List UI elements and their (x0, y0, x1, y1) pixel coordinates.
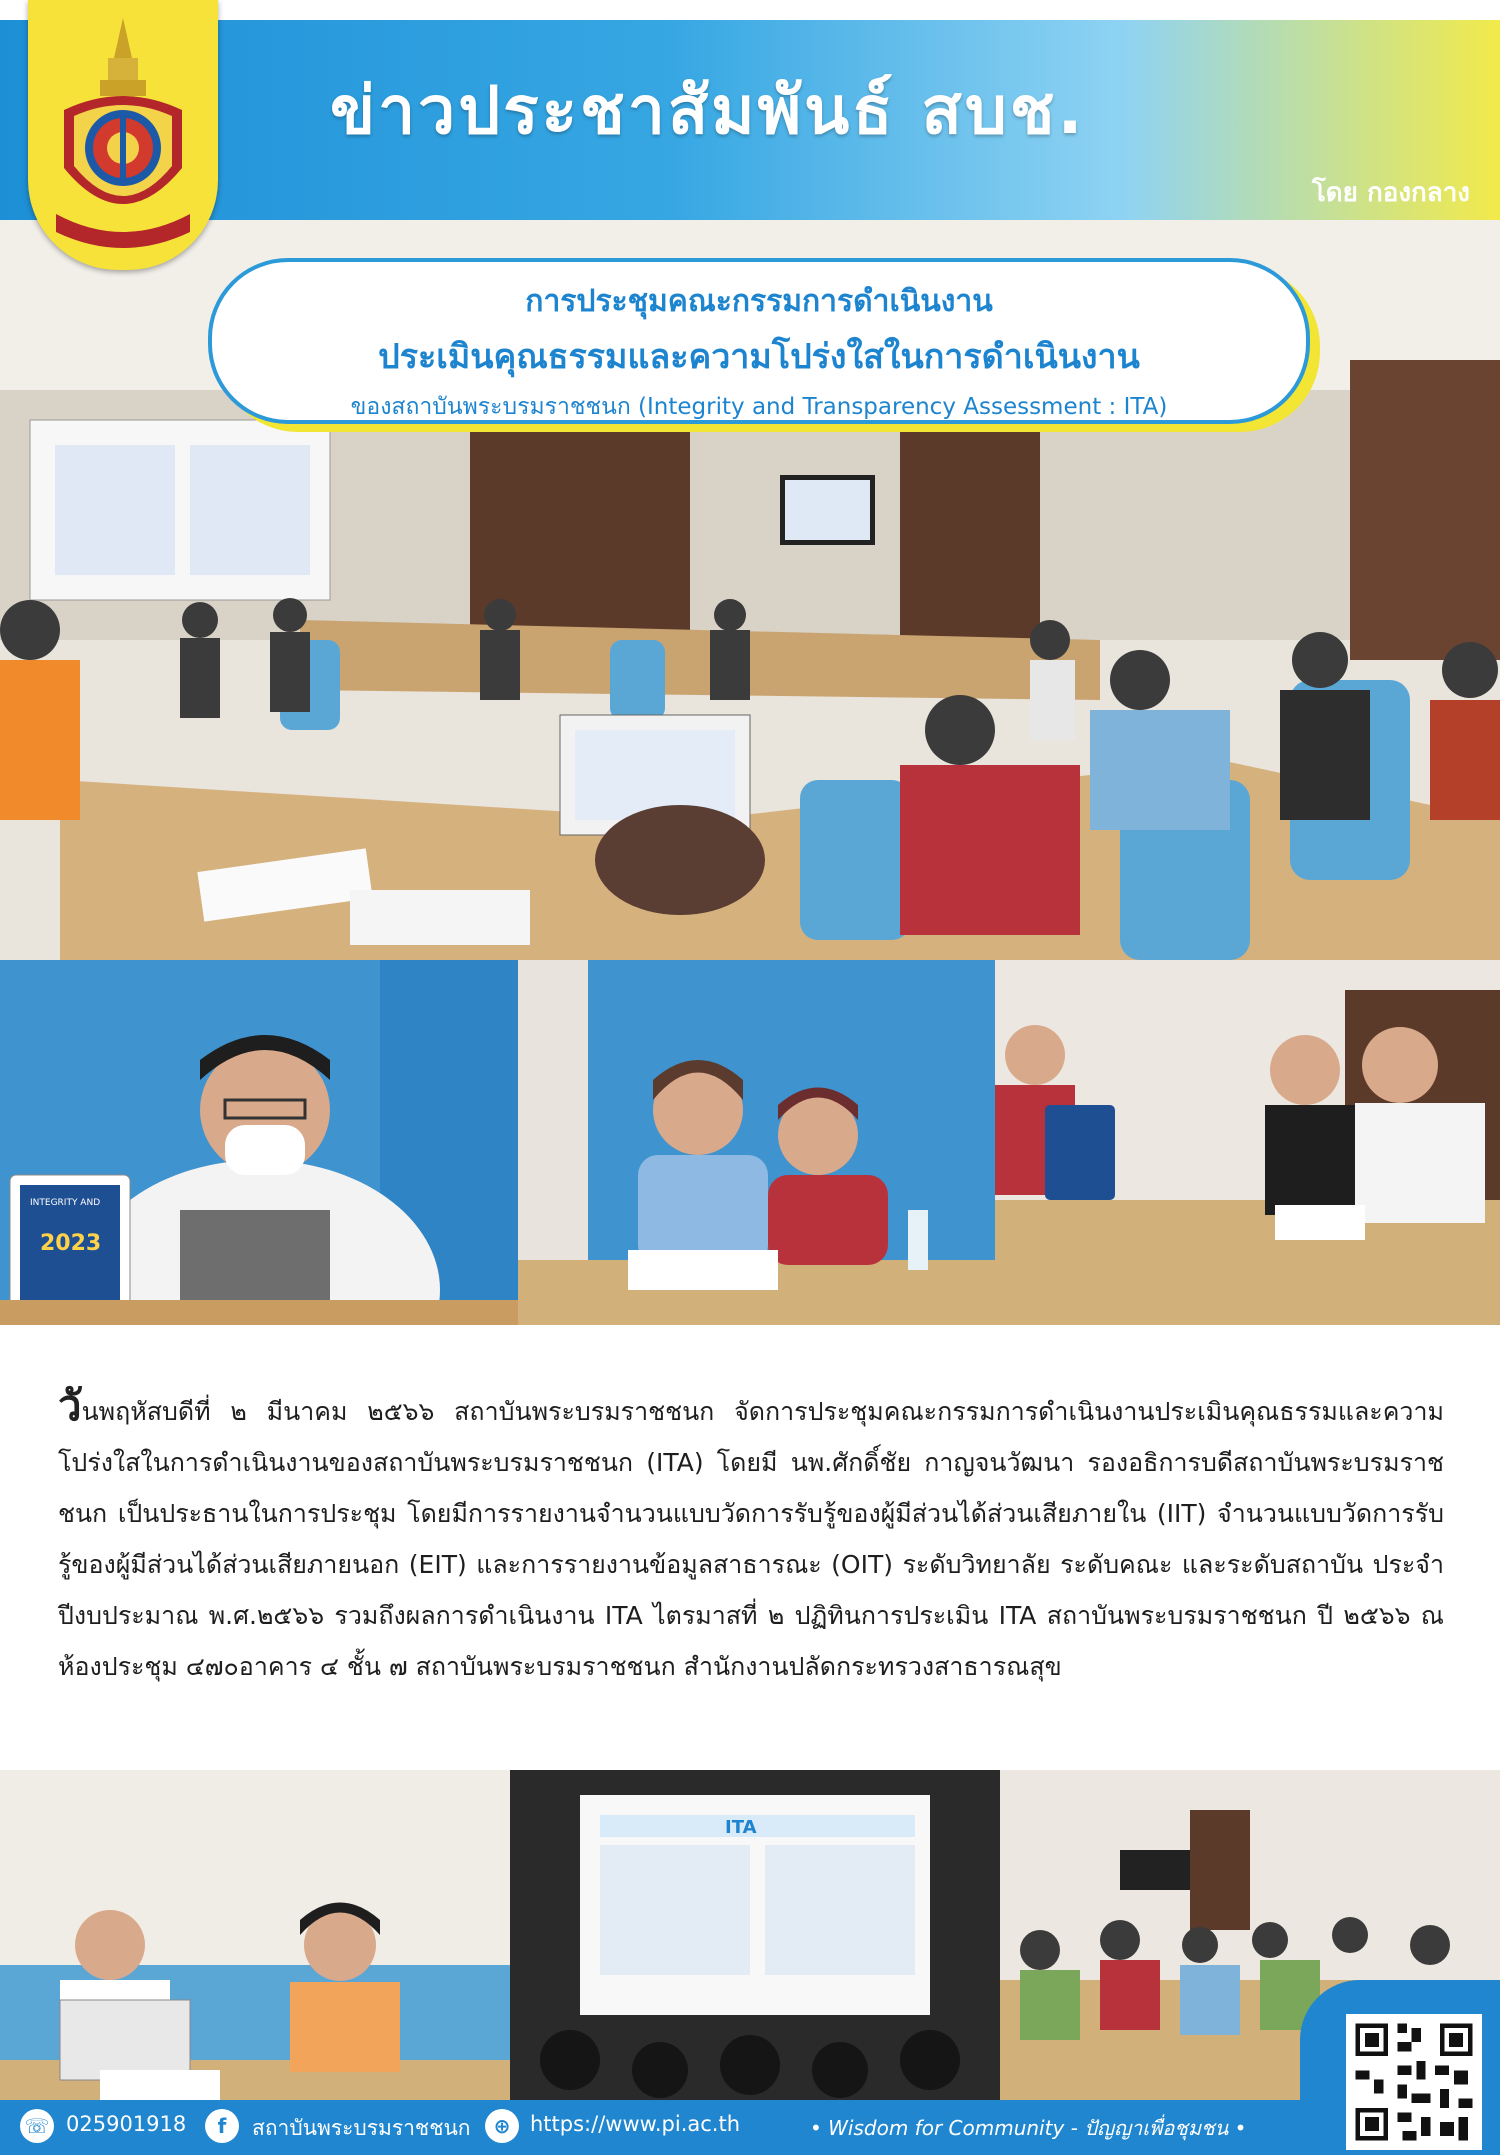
article-dropcap: วั (58, 1381, 82, 1430)
headline-line-2: ประเมินคุณธรรมและความโปร่งใสในการดำเนินงาน (378, 337, 1140, 377)
footer-facebook[interactable]: สถาบันพระบรมราชชนก (252, 2116, 471, 2140)
logo-emblem-icon (50, 18, 196, 248)
qr-code[interactable] (1342, 2010, 1486, 2154)
photo-presentation-screen (510, 1770, 1000, 2100)
photo-committee-women (518, 960, 995, 1325)
phone-icon: ☏ (20, 2109, 54, 2143)
footer-motto: • Wisdom for Community - ปัญญาเพื่อชุมชน • (810, 2116, 1247, 2140)
byline: โดย กองกลาง (1311, 178, 1470, 208)
facebook-icon: f (205, 2109, 239, 2143)
page-title: ข่าวประชาสัมพันธ์ สบช. (330, 72, 1086, 149)
headline-line-3: ของสถาบันพระบรมราชชนก (Integrity and Transparency Assessment : ITA) (350, 394, 1168, 420)
globe-icon: ⊕ (485, 2109, 519, 2143)
ita-sign-year: 2023 (40, 1231, 102, 1256)
headline-card (208, 258, 1310, 424)
ita-sign-text: INTEGRITY AND (30, 1198, 101, 1208)
photo-chairman (0, 960, 518, 1325)
footer-website[interactable]: https://www.pi.ac.th (530, 2112, 741, 2136)
footer-phone[interactable]: 025901918 (66, 2112, 187, 2136)
photo-committee-members (995, 960, 1500, 1325)
institute-logo (28, 0, 218, 270)
screen-ita-logo: ITA (725, 1817, 757, 1838)
headline-line-1: การประชุมคณะกรรมการดำเนินงาน (525, 284, 993, 319)
article-body (58, 1380, 1444, 1692)
article-text: นพฤหัสบดีที่ ๒ มีนาคม ๒๕๖๖ สถาบันพระบรมราชชนก จัดการประชุมคณะกรรมการดำเนินงานประเมินคุณธรรมและความโปร่งใสในการดำเนินงานของสถาบันพระบรมราชชนก (ITA) โดยมี นพ.ศักดิ์ชัย กาญจนวัฒนา รองอธิการบดีสถาบันพระบรมราชชนก เป็นประธานในการประชุม โดยมีการรายงานจำนวนแบบวัดการรับรู้ของผู้มีส่วนได้ส่วนเสียภายใน (IIT) จำนวนแบบวัดการรับรู้ของผู้มีส่วนได้ส่วนเสียภายนอก (EIT) และการรายงานข้อมูลสาธารณะ (OIT) ระดับวิทยาลัย ระดับคณะ และระดับสถาบัน ประจำปีงบประมาณ พ.ศ.๒๕๖๖ รวมถึงผลการดำเนินงาน ITA ไตรมาสที่ ๒ ปฏิทินการประเมิน ITA สถาบันพระบรมราชชนก ปี ๒๕๖๖ ณ ห้องประชุม ๔๗๐อาคาร ๔ ชั้น ๗ สถาบันพระบรมราชชนก สำนักงานปลัดกระทรวงสาธารณสุข (58, 1397, 1444, 1681)
photo-reviewers (0, 1770, 510, 2100)
